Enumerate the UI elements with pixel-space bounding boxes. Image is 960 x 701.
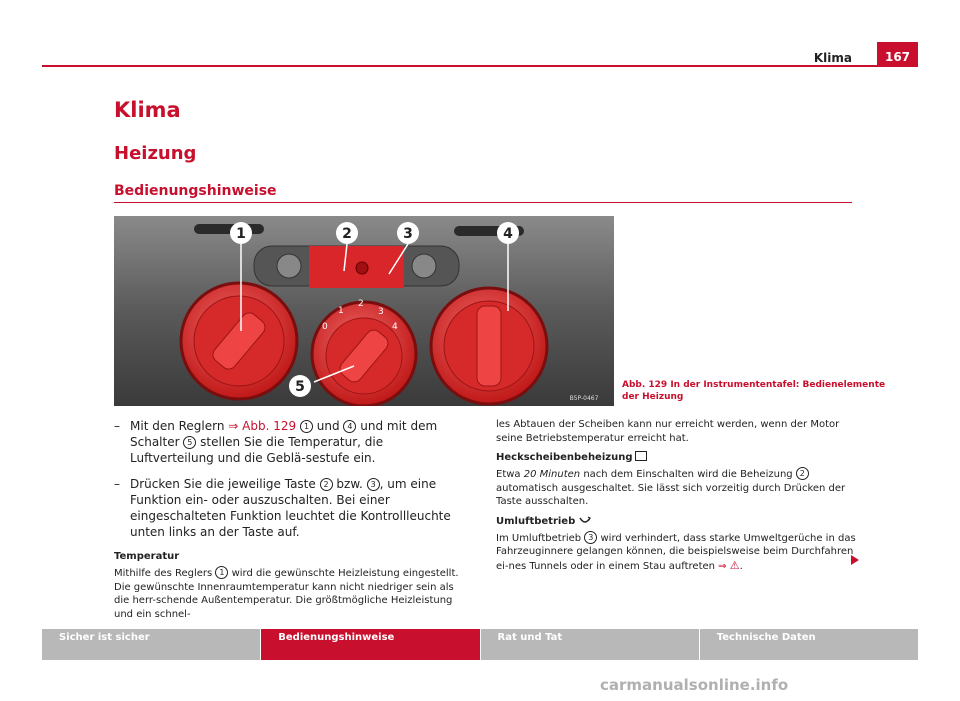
fan-speed-knob [312,299,416,406]
ref-number: 1 [300,420,313,433]
dial-number-1: 1 [338,306,344,316]
svg-text:4: 4 [503,226,513,242]
continuation-text: les Abtauen der Scheiben kann nur erreicht werden, wenn der Motor seine Betriebstemperatur erreicht hat. [496,419,840,444]
ref-number: 3 [367,478,380,491]
figure-illustration [114,216,614,406]
subsection-rule [114,202,852,203]
rear-window-heater-icon [635,451,647,461]
temperature-knob [181,283,297,399]
callout-4 [497,222,519,244]
callout-3 [397,222,419,244]
chapter-title: Klima [114,98,181,122]
tab-rat-und-tat[interactable]: Rat und Tat [481,629,699,660]
page-number: 167 [877,42,918,67]
recirculation-text: Im Umluftbetrieb 3 wird verhindert, dass starke Umweltgerüche in das Fahrzeuginnere gelangen können, die beispielsweise beim Durchfahren ei-nes Tunnels oder in einem Stau auftreten ⇒ ⚠. [496,532,856,572]
svg-text:1: 1 [236,226,246,242]
svg-text:3: 3 [403,226,413,242]
ref-number: 4 [343,420,356,433]
dial-number-0: 0 [322,322,328,332]
continue-arrow-icon[interactable] [851,555,859,565]
fan-right-button [412,254,436,278]
section-title: Heizung [114,143,197,164]
callout-2 [336,222,358,244]
warning-triangle-icon[interactable]: ⚠ [729,558,740,572]
callout-1 [230,222,252,244]
left-vent [194,224,264,234]
tab-sicher-ist-sicher[interactable]: Sicher ist sicher [42,629,260,660]
svg-text:2: 2 [342,226,352,242]
ref-number: 5 [183,436,196,449]
fan-left-button [277,254,301,278]
center-indicator [356,262,368,274]
figure-code: B5P-0467 [569,395,599,402]
warning-link[interactable]: ⇒ [718,560,730,572]
ref-number: 2 [796,467,809,480]
right-column [496,418,856,579]
temperature-heading: Temperatur [114,551,180,562]
header-rule [42,65,918,67]
svg-text:5: 5 [295,379,305,395]
header-title: Klima [813,51,852,65]
temperature-text: Mithilfe des Reglers 1 wird die gewünschte Heizleistung eingestellt. Die gewünschte Innenraumtemperatur kann nicht niedriger sein als die herr-schende Außentemperatur. Die größtmögliche Heizleistung und ein schnel- [114,568,459,620]
rear-window-heater-text: Etwa 20 Minuten nach dem Einschalten wird die Beheizung 2 automatisch ausgeschaltet. Sie lässt sich vorzeitig durch Drücken der Taste ausschalten. [496,469,846,507]
ref-number: 3 [584,531,597,544]
air-distribution-knob [431,288,547,404]
dial-number-3: 3 [378,307,384,317]
heating-controls-figure [114,216,614,406]
watermark: carmanualsonline.info [600,676,789,694]
figure-caption: Abb. 129 In der Instrumententafel: Bedienelemente der Heizung [622,380,886,402]
bullet-controls: – Mit den Reglern ⇒ Abb. 129 1 und 4 und mit dem Schalter 5 stellen Sie die Temperatur, die Luftverteilung und die Geblä-sestufe ein. [114,419,438,465]
ref-number: 1 [215,566,228,579]
rear-window-heater-heading: Heckscheibenbeheizung [496,451,856,465]
dial-number-4: 4 [392,322,398,332]
figure-link[interactable]: ⇒ Abb. 129 [228,419,297,433]
tab-technische-daten[interactable]: Technische Daten [700,629,918,660]
bullet-buttons: – Drücken Sie die jeweilige Taste 2 bzw. 3 , um eine Funktion ein- oder auszuschalten. Bei einer eingeschalteten Funktion leuchtet die Kontrollleuchte unten links an der Taste auf. [114,477,451,539]
subsection-title: Bedienungshinweise [114,183,277,199]
footer-tabs [42,629,918,660]
left-column [114,418,470,627]
callout-5 [289,375,311,397]
dial-number-2: 2 [358,299,364,309]
ref-number: 2 [320,478,333,491]
recirculation-heading: Umluftbetrieb [496,515,856,529]
recirculation-icon [579,516,591,524]
tab-bedienungshinweise[interactable]: Bedienungshinweise [261,629,479,660]
